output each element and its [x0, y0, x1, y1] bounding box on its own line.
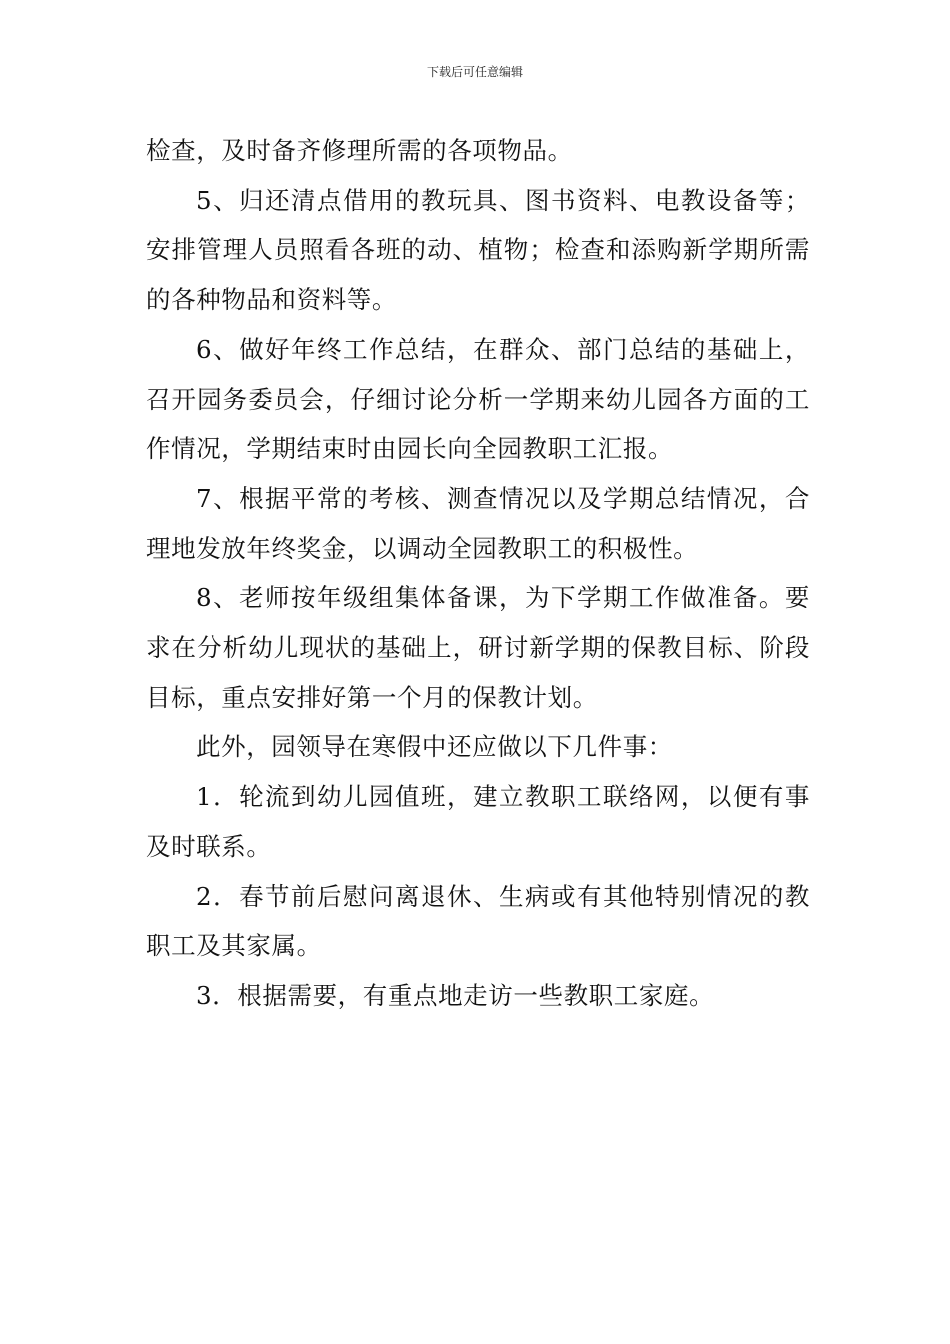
paragraph-item-6: 6、做好年终工作总结，在群众、部门总结的基础上，召开园务委员会，仔细讨论分析一学期来幼儿园各方面的工作情况，学期结束时由园长向全园教职工汇报。 — [146, 334, 810, 464]
paragraph-sub-1: 1．轮流到幼儿园值班，建立教职工联络网，以便有事及时联系。 — [146, 782, 810, 861]
paragraph-sub-3: 3．根据需要，有重点地走访一些教职工家庭。 — [196, 980, 715, 1010]
document-body — [146, 126, 810, 1021]
paragraph-item-7: 7、根据平常的考核、测查情况以及学期总结情况，合理地发放年终奖金，以调动全园教职工的积极性。 — [146, 483, 810, 563]
page-header: 下载后可任意编辑 — [426, 65, 523, 79]
paragraph-item-5: 5、归还清点借用的教玩具、图书资料、电教设备等；安排管理人员照看各班的动、植物；检查和添购新学期所需的各种物品和资料等。 — [146, 185, 810, 315]
paragraph-continuation: 检查，及时备齐修理所需的各项物品。 — [146, 136, 573, 165]
paragraph-item-8: 8、老师按年级组集体备课，为下学期工作做准备。要求在分析幼儿现状的基础上，研讨新学期的保教目标、阶段目标，重点安排好第一个月的保教计划。 — [146, 583, 810, 712]
paragraph-intro: 此外，园领导在寒假中还应做以下几件事： — [196, 732, 673, 762]
paragraph-sub-2: 2．春节前后慰问离退休、生病或有其他特别情况的教职工及其家属。 — [146, 881, 810, 961]
